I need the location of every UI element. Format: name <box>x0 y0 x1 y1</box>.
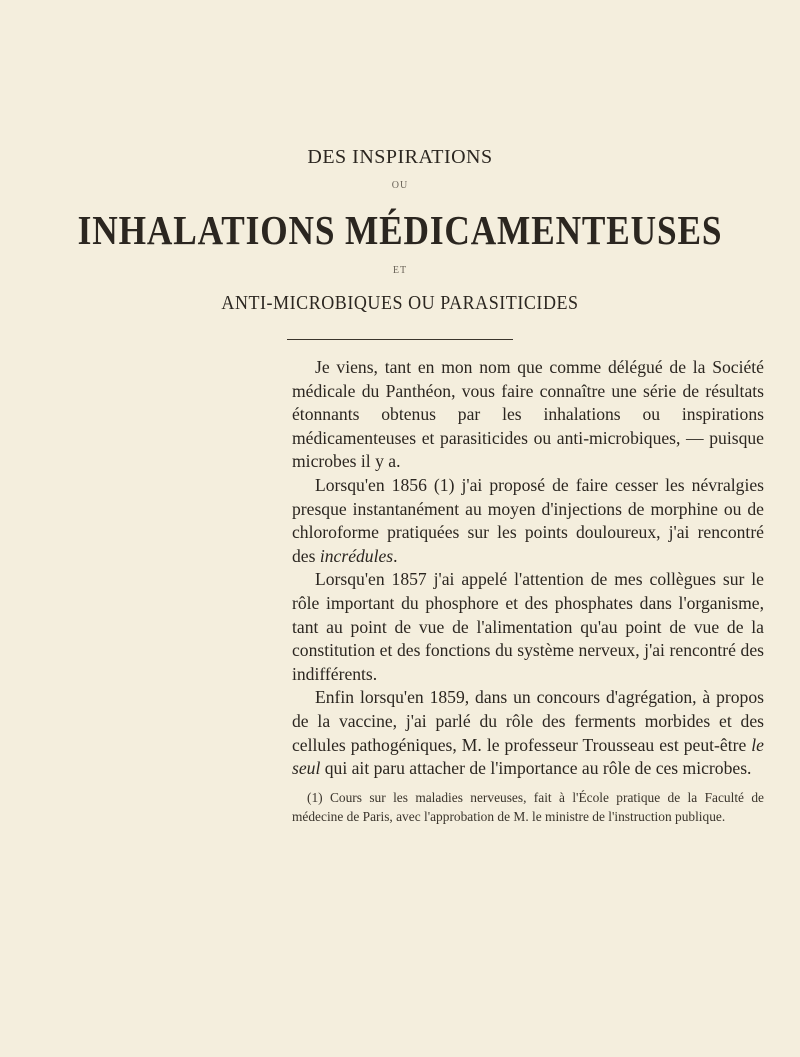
footnote-text: (1) Cours sur les maladies nerveuses, fait à l'École pratique de la Faculté de médecine de Paris, avec l'approbation de M. le ministre de l'instruction publique. <box>292 790 764 824</box>
paragraph-4 <box>292 686 764 780</box>
paragraph-2 <box>292 474 764 568</box>
paragraph-4-text: Enfin lorsqu'en 1859, dans un concours d'agrégation, à propos de la vaccine, j'ai parlé du rôle des ferments morbides et des cellules pathogéniques, M. le professeur Trousseau est peut-être <box>292 687 764 755</box>
title-main: INHALATIONS MÉDICAMENTEUSES <box>77 207 723 253</box>
paragraph-2-end: . <box>393 545 398 566</box>
title-subtitle: ANTI-MICROBIQUES OU PARASITICIDES <box>221 292 579 314</box>
title-rule <box>287 339 513 340</box>
paragraph-2-text: Lorsqu'en 1856 (1) j'ai proposé de faire cesser les névralgies presque instantanément au moyen d'injections de morphine ou de chloroforme pratiquées sur les points douloureux, j'ai rencontré des <box>292 474 764 566</box>
paragraph-3: Lorsqu'en 1857 j'ai appelé l'attention de mes collègues sur le rôle important du phosphore et des phosphates dans l'organisme, tant au point de vue de l'alimentation qu'au point de vue de la constitution et des fonctions du système nerveux, j'ai rencontré des indifférents. <box>292 569 764 684</box>
footnote <box>292 788 764 826</box>
title-des-inspirations: DES INSPIRATIONS <box>307 146 493 168</box>
conjunction-et: ET <box>392 265 408 276</box>
paragraph-4-italic: le seul <box>292 734 764 779</box>
paragraph-4-end: qui ait paru attacher de l'importance au rôle de ces microbes. <box>320 758 752 779</box>
paragraph-1: Je viens, tant en mon nom que comme délégué de la Société médicale du Panthéon, vous faire connaître une série de résultats étonnants obtenus par les inhalations ou inspirations médicamenteuses et parasiticides ou anti-microbiques, — puisque microbes il y a. <box>292 357 764 472</box>
conjunction-ou: OU <box>391 180 409 191</box>
paragraph-2-italic: incrédules <box>319 545 394 566</box>
body-text <box>292 356 764 781</box>
